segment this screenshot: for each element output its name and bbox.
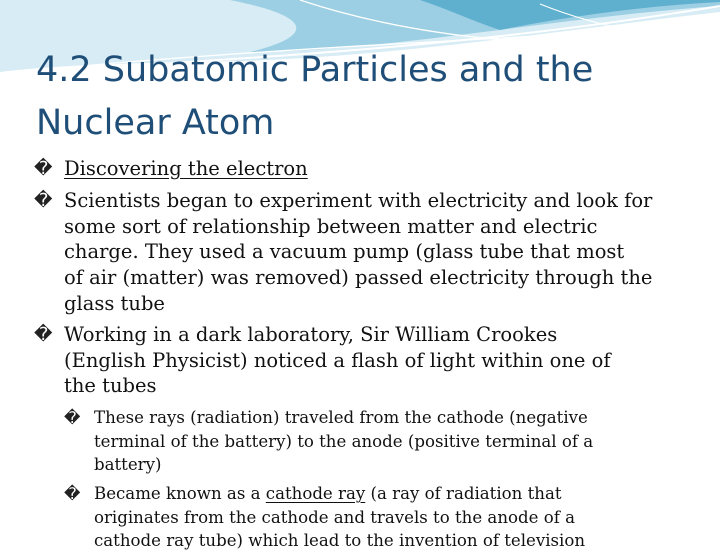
subbullet-text-line: cathode ray tube) which lead to the invention of television	[94, 531, 586, 551]
subbullet-glyph-icon: �	[64, 408, 81, 427]
bullet-text-line: (English Physicist) noticed a flash of light within one of	[64, 348, 611, 372]
bullet-text-line: the tubes	[64, 374, 157, 398]
bullet-text-line: charge. They used a vacuum pump (glass tube that most	[64, 240, 625, 264]
slide-title-line-2: Nuclear Atom	[36, 103, 275, 143]
subbullet-text-line: originates from the cathode and travels to the anode of a	[94, 507, 576, 527]
cathode-ray-term: cathode ray	[265, 484, 366, 503]
bullet-text-line: Working in a dark laboratory, Sir William Crookes	[64, 323, 558, 346]
subbullet-text-line: terminal of the battery) to the anode (positive terminal of a	[94, 431, 594, 451]
subbullet-cathode-ray	[64, 482, 684, 553]
bullet-crookes-laboratory	[34, 322, 694, 399]
bullet-text-line: some sort of relationship between matter and electric	[64, 214, 598, 238]
subbullet-text-pre: Became known as a	[94, 484, 266, 503]
bullet-glyph-icon: �	[34, 158, 53, 179]
bullet-text-line: glass tube	[64, 291, 165, 315]
subbullet-text-line: battery)	[94, 455, 162, 475]
bullet-text-line: of air (matter) was removed) passed electricity through the	[64, 266, 653, 290]
slide-title-line-1: 4.2 Subatomic Particles and the	[36, 50, 594, 90]
bullet-glyph-icon: �	[34, 190, 53, 211]
subbullet-text-line	[64, 482, 684, 506]
bullet-glyph-icon: �	[34, 324, 53, 345]
subbullet-rays-traveled	[64, 406, 684, 477]
subbullet-glyph-icon: �	[64, 484, 81, 503]
bullet-scientists-experiment	[34, 188, 694, 317]
subbullet-text-line: These rays (radiation) traveled from the cathode (negative	[94, 408, 588, 427]
bullet-text-line: Scientists began to experiment with electricity and look for	[64, 189, 653, 212]
bullet-discovering-electron	[34, 156, 694, 182]
bullet-text-line: Discovering the electron	[64, 157, 308, 180]
subbullet-text-post: (a ray of radiation that	[365, 484, 562, 503]
